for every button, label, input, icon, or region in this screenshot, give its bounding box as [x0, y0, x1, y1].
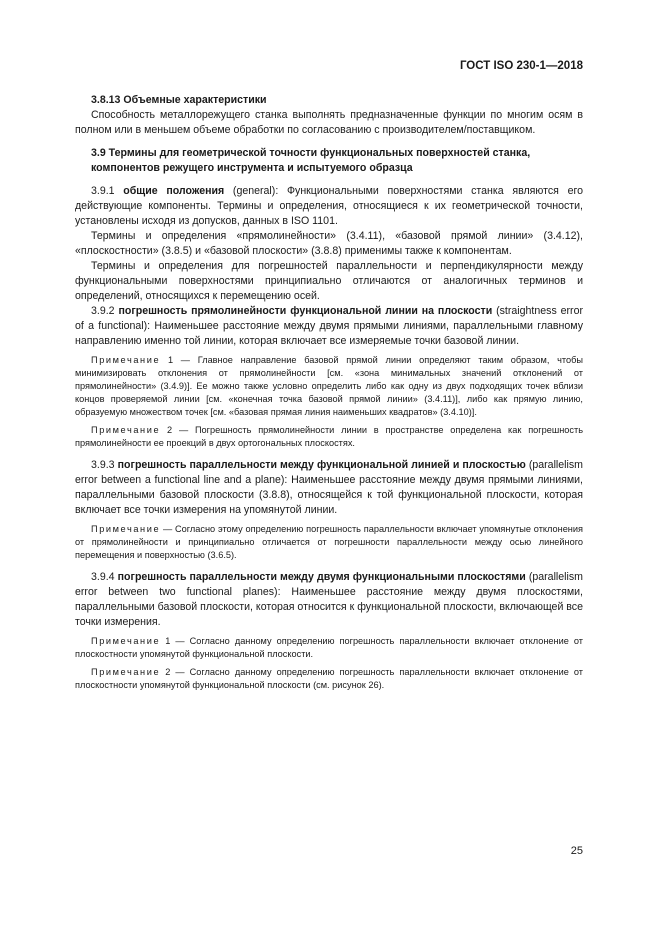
- note-label: Примечание: [91, 355, 161, 365]
- term: погрешность прямолинейности функциональной линии на плоскости: [118, 305, 493, 317]
- term: погрешность параллельности между функциональной линией и плоскостью: [117, 459, 526, 471]
- note-text: — Согласно этому определению погрешность параллельности включает упомянутые отклонения от прямолинейности и принципиально отличается от погрешности параллельности между осью линейного перемещения и поверхностью (3.6.5).: [75, 524, 583, 560]
- term: погрешность параллельности между двумя функциональными плоскостями: [117, 571, 526, 583]
- note-text: 1 — Главное направление базовой прямой линии определяют таким образом, чтобы минимизировать отклонения от прямолинейности [см. «зона минимальных значений отклонений от прямолинейности» (3.4.9)]. Ее можно также условно определить либо как одну из двух подходящих точек вблизи концов проверяемой линии [см. «конечная точка базовой прямой линии» (3.4.11)], либо как прямую линию, образуемую множеством точек [см. «базовая прямая линия наименьших квадратов» (3.4.10)].: [75, 355, 583, 417]
- definition: (general): Функциональными поверхностями станка являются его действующие компоненты. Термины и определения, относящиеся к их геометрической точности, установлены исходя из допусков, данных в ISO 1101.: [75, 185, 583, 227]
- note-2: [75, 424, 583, 450]
- section-3-9-heading: 3.9 Термины для геометрической точности функциональных поверхностей станка, компонентов режущего инструмента и испытуемого образца: [91, 147, 531, 174]
- note-text: 2 — Погрешность прямолинейности линии в пространстве определена как погрешность прямолинейности ее проекций в двух ортогональных плоскостях.: [75, 425, 583, 448]
- section-3-8-13-heading: 3.8.13 Объемные характеристики: [91, 94, 267, 106]
- section-3-9-4-paragraph: [75, 570, 583, 630]
- note-label: Примечание: [91, 636, 161, 646]
- section-3-9-3-paragraph: [75, 458, 583, 518]
- note-2: [75, 666, 583, 692]
- section-3-9-1-paragraph: [75, 184, 583, 229]
- note-1: [75, 354, 583, 419]
- note: [75, 523, 583, 562]
- definition: (parallelism error between a functional line and a plane): Наименьшее расстояние между двумя прямыми линиями, параллельными базовой плоскости (3.8.8), относящейся к той функциональной плоскости, которая включает все точки измерения на упомянутой линии.: [75, 459, 584, 516]
- note-label: Примечание: [91, 667, 161, 677]
- clause-number: 3.9.2: [91, 305, 119, 317]
- definition: (straightness error of a functional): Наименьшее расстояние между двумя прямыми линиями, параллельными главному направлению именно той линии, которая включает все измеряемые точки базовой линии.: [75, 305, 583, 347]
- section-3-9-1-paragraph-3: Термины и определения для погрешностей параллельности и перпендикулярности между функциональными поверхностями принципиально отличаются от аналогичных терминов и определений, относящихся к перемещению осей.: [75, 260, 583, 302]
- section-3-9-1-paragraph-2: Термины и определения «прямолинейности» (3.4.11), «базовой прямой линии» (3.4.12), «плоскостности» (3.8.5) и «базовой плоскости» (3.8.8) применимы также к компонентам.: [75, 230, 583, 257]
- clause-number: 3.9.1: [91, 185, 124, 197]
- note-1: [75, 635, 583, 661]
- page-body: [75, 93, 583, 692]
- section-3-8-13-text: Способность металлорежущего станка выполнять предназначенные функции по многим осям в полном или в меньшем объеме обработки по согласованию с производителем/поставщиком.: [75, 109, 583, 136]
- note-text: 2 — Согласно данному определению погрешность параллельности включает отклонение от плоскостности упомянутой функциональной плоскости (см. рисунок 26).: [75, 667, 583, 690]
- page-number: 25: [570, 845, 583, 857]
- note-label: Примечание: [91, 425, 161, 435]
- note-text: 1 — Согласно данному определению погрешность параллельности включает отклонение от плоскостности упомянутой функциональной плоскости.: [75, 636, 583, 659]
- definition: (parallelism error between two functional planes): Наименьшее расстояние между двумя плоскостями, параллельными базовой плоскости, которая относится к функциональной плоскости, включающей все точки измерения.: [75, 571, 583, 628]
- section-3-9-2-paragraph: [75, 304, 583, 349]
- clause-number: 3.9.4: [91, 571, 118, 583]
- document-code: ГОСТ ISO 230-1—2018: [459, 60, 583, 72]
- term: общие положения: [123, 185, 225, 197]
- clause-number: 3.9.3: [91, 459, 118, 471]
- note-label: Примечание: [91, 524, 161, 534]
